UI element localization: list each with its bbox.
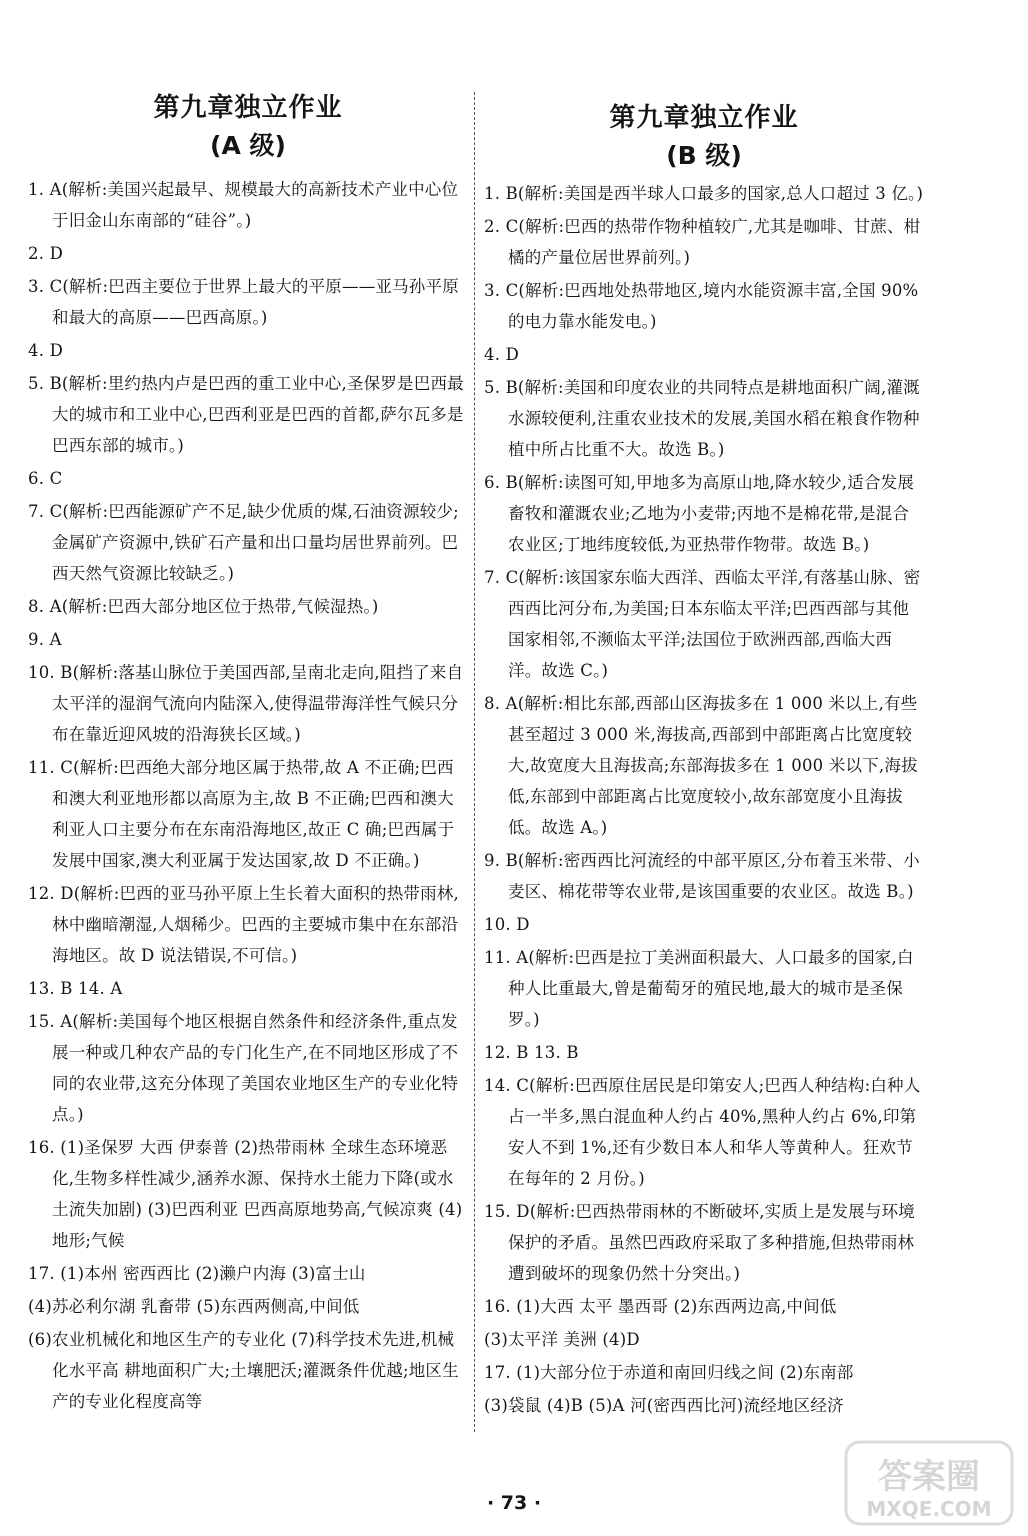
answer-item: 8. A(解析:巴西大部分地区位于热带,气候湿热。)	[28, 597, 379, 616]
left-answer-list	[28, 174, 468, 1419]
answer-item: 11. C(解析:巴西绝大部分地区属于热带,故 A 不正确;巴西和澳大利亚地形都以高原为主,故 B 不正确;巴西和澳大利亚人口主要分布在东南沿海地区,故正 C 确;巴西属于发展中国家,澳大利亚属于发达国家,故 D 不正确。)	[28, 758, 455, 870]
watermark-text: 答案圈	[878, 1457, 980, 1497]
answer-item: 11. A(解析:巴西是拉丁美洲面积最大、人口最多的国家,白种人比重最大,曾是葡萄牙的殖民地,最大的城市是圣保罗。)	[484, 948, 914, 1029]
answer-item: 16. (1)圣保罗 大西 伊泰普 (2)热带雨林 全球生态环境恶化,生物多样性减少,涵养水源、保持水土能力下降(或水土流失加剧) (3)巴西利亚 巴西高原地势高,气候凉爽 (4)地形;气候	[28, 1138, 463, 1250]
answer-item: 17. (1)大部分位于赤道和南回归线之间 (2)东南部	[484, 1363, 854, 1382]
answer-item: 6. B(解析:读图可知,甲地多为高原山地,降水较少,适合发展畜牧和灌溉农业;乙地为小麦带;丙地不是棉花带,是混合农业区;丁地纬度较低,为亚热带作物带。故选 B。)	[484, 473, 915, 554]
answer-item: 12. D(解析:巴西的亚马孙平原上生长着大面积的热带雨林,林中幽暗潮湿,人烟稀少。巴西的主要城市集中在东部沿海地区。故 D 说法错误,不可信。)	[28, 884, 459, 965]
answer-item: 3. C(解析:巴西地处热带地区,境内水能资源丰富,全国 90%的电力靠水能发电。)	[484, 281, 919, 331]
answer-item: 12. B 13. B	[484, 1043, 579, 1062]
answer-item: 5. B(解析:里约热内卢是巴西的重工业中心,圣保罗是巴西最大的城市和工业中心,巴西利亚是巴西的首都,萨尔瓦多是巴西东部的城市。)	[28, 374, 464, 455]
answer-item: 15. D(解析:巴西热带雨林的不断破坏,实质上是发展与环境保护的矛盾。虽然巴西政府采取了多种措施,但热带雨林遭到破坏的现象仍然十分突出。)	[484, 1202, 915, 1283]
answer-item: 10. D	[484, 915, 530, 934]
answer-item: 5. B(解析:美国和印度农业的共同特点是耕地面积广阔,灌溉水源较便利,注重农业技术的发展,美国水稻在粮食作物种植中所占比重不大。故选 B。)	[484, 378, 920, 459]
answer-item: 4. D	[484, 345, 520, 364]
answer-item: 7. C(解析:巴西能源矿产不足,缺少优质的煤,石油资源较少;金属矿产资源中,铁矿石产量和出口量均居世界前列。巴西天然气资源比较缺乏。)	[28, 502, 459, 583]
answer-item: 8. A(解析:相比东部,西部山区海拔多在 1 000 米以上,有些甚至超过 3 000 米,海拔高,西部到中部距离占比宽度较大,故宽度大且海拔高;东部海拔多在 1 000 米以下,海拔低,东部到中部距离占比宽度较小,故东部宽度小且海拔低。故选 A。)	[484, 694, 918, 837]
answer-item: 9. B(解析:密西西比河流经的中部平原区,分布着玉米带、小麦区、棉花带等农业带,是该国重要的农业区。故选 B。)	[484, 851, 920, 901]
answer-item: 6. C	[28, 469, 63, 488]
answer-item: 2. C(解析:巴西的热带作物种植较广,尤其是咖啡、甘蔗、柑橘的产量位居世界前列。)	[484, 217, 921, 267]
answer-item: 3. C(解析:巴西主要位于世界上最大的平原——亚马孙平原和最大的高原——巴西高原。)	[28, 277, 459, 327]
answer-item: 1. A(解析:美国兴起最早、规模最大的高新技术产业中心位于旧金山东南部的“硅谷”。)	[28, 180, 459, 230]
answer-item: 1. B(解析:美国是西半球人口最多的国家,总人口超过 3 亿。)	[484, 184, 924, 203]
right-level-label: (B 级)	[666, 141, 742, 170]
answer-item-continued: (3)袋鼠 (4)B (5)A 河(密西西比河)流经地区经济	[484, 1396, 844, 1415]
watermark-url: MXQE.COM	[866, 1497, 992, 1521]
answer-item: 7. C(解析:该国家东临大西洋、西临太平洋,有落基山脉、密西西比河分布,为美国;日本东临太平洋;巴西西部与其他国家相邻,不濒临太平洋;法国位于欧洲西部,西临大西洋。故选 C。)	[484, 568, 921, 680]
right-chapter-title: 第九章独立作业	[609, 103, 799, 133]
answer-item: 17. (1)本州 密西西比 (2)濑户内海 (3)富士山	[28, 1264, 366, 1283]
answer-item: 2. D	[28, 244, 64, 263]
column-divider	[474, 92, 475, 1432]
right-answer-list	[484, 178, 924, 1423]
left-chapter-title: 第九章独立作业	[153, 93, 343, 123]
left-level-label: (A 级)	[210, 131, 286, 160]
answer-item: 16. (1)大西 太平 墨西哥 (2)东西两边高,中间低	[484, 1297, 837, 1316]
answer-item: 14. C(解析:巴西原住居民是印第安人;巴西人种结构:白种人占一半多,黑白混血种人约占 40%,黑种人约占 6%,印第安人不到 1%,还有少数日本人和华人等黄种人。狂欢节在每年的 2 月份。)	[484, 1076, 921, 1188]
page-number: · 73 ·	[486, 1492, 542, 1514]
answer-item: 10. B(解析:落基山脉位于美国西部,呈南北走向,阻挡了来自太平洋的湿润气流向内陆深入,使得温带海洋性气候只分布在靠近迎风坡的沿海狭长区域。)	[28, 663, 464, 744]
answer-item: 15. A(解析:美国每个地区根据自然条件和经济条件,重点发展一种或几种农产品的专门化生产,在不同地区形成了不同的农业带,这充分体现了美国农业地区生产的专业化特点。)	[28, 1012, 459, 1124]
watermark-logo	[844, 1440, 1014, 1526]
answer-item-continued: (3)太平洋 美洲 (4)D	[484, 1330, 640, 1349]
answer-item: 4. D	[28, 341, 64, 360]
answer-item: 9. A	[28, 630, 62, 649]
answer-item-continued: (4)苏必利尔湖 乳畜带 (5)东西两侧高,中间低	[28, 1297, 360, 1316]
answer-item-continued: (6)农业机械化和地区生产的专业化 (7)科学技术先进,机械化水平高 耕地面积广大;土壤肥沃;灌溉条件优越;地区生产的专业化程度高等	[28, 1330, 459, 1411]
answer-item: 13. B 14. A	[28, 979, 123, 998]
